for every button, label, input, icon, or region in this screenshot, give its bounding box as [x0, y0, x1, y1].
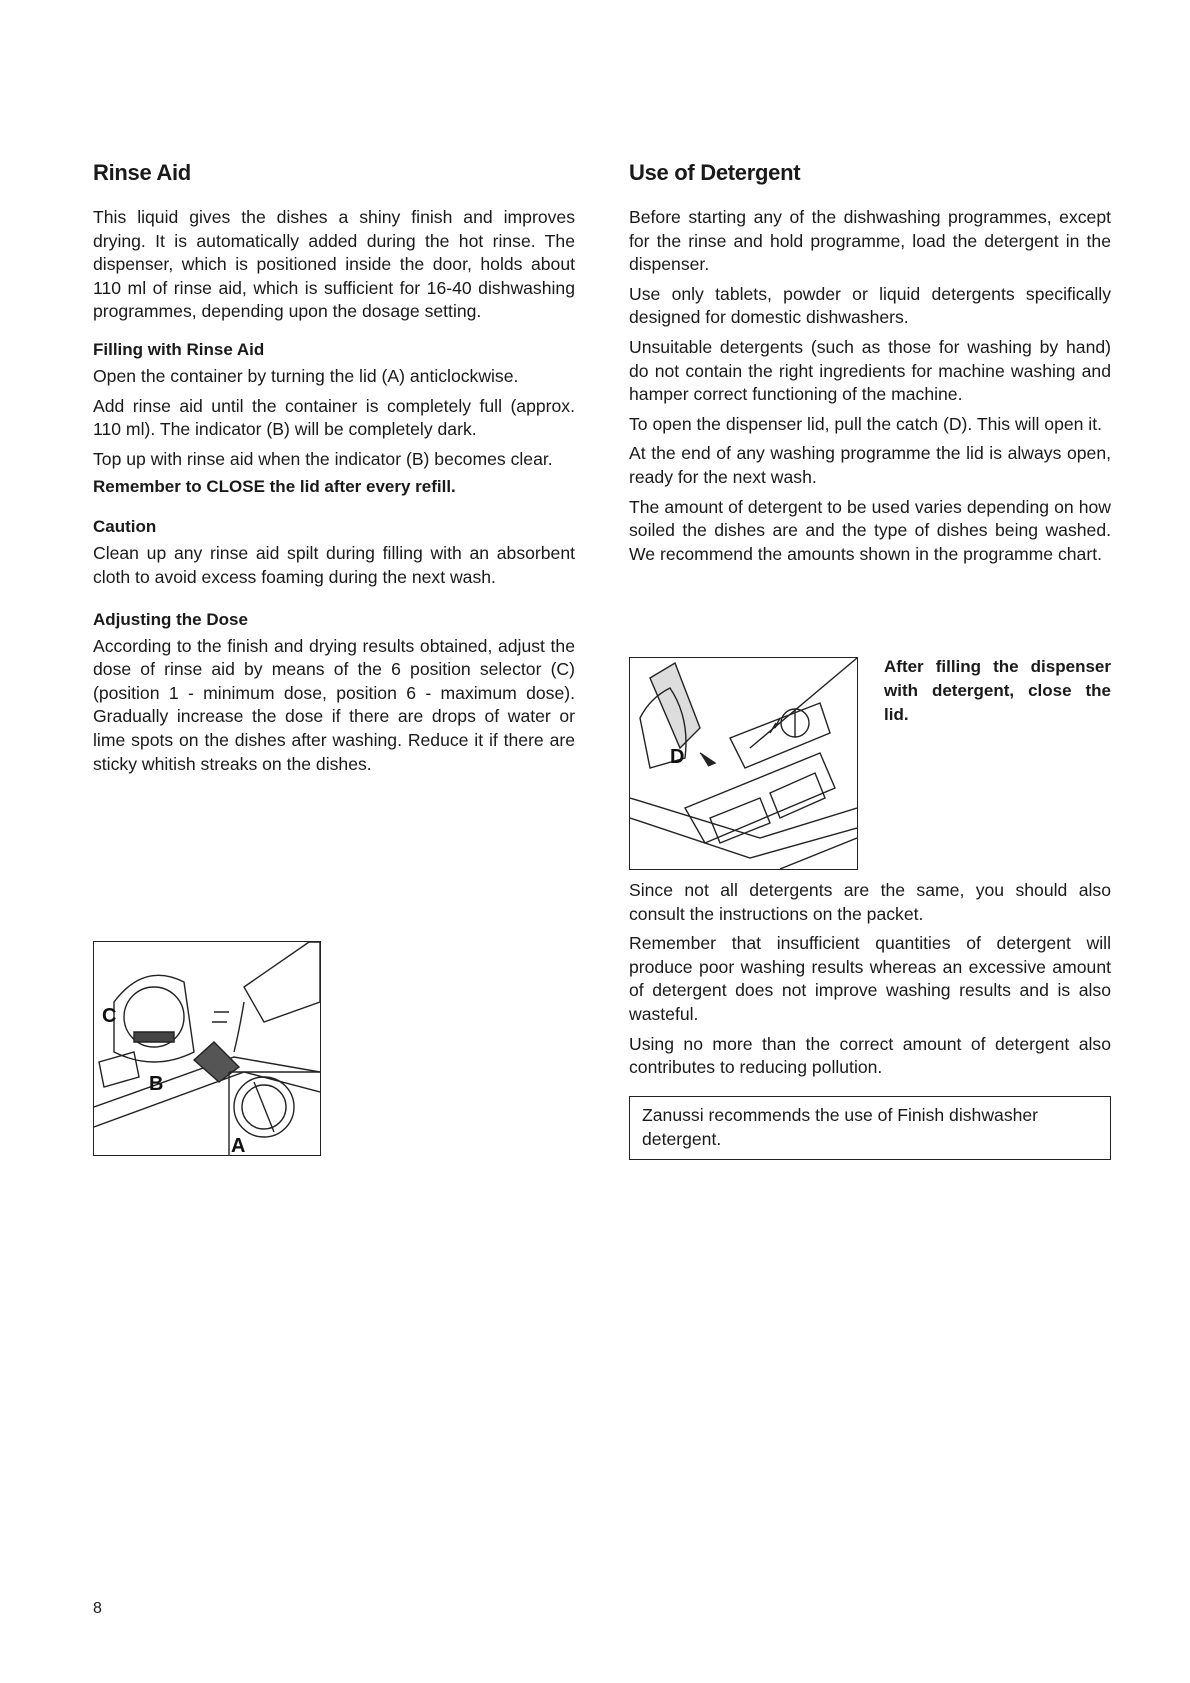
rinse-aid-section — [93, 152, 575, 782]
filling-paragraph-2: Add rinse aid until the container is completely full (approx. 110 ml). The indicator (B) will be completely dark. — [93, 395, 575, 440]
label-b: B — [149, 1073, 164, 1095]
rinse-aid-title: Rinse Aid — [93, 160, 191, 185]
rinse-aid-dispenser-illustration — [93, 941, 321, 1156]
page-number: 8 — [93, 1600, 102, 1617]
detergent-lower-text — [629, 879, 1111, 1086]
label-d: D — [670, 746, 685, 768]
filling-paragraph-1: Open the container by turning the lid (A) anticlockwise. — [93, 365, 519, 386]
rinse-aid-intro: This liquid gives the dishes a shiny finish and improves drying. It is automatically added during the hot rinse. The dispenser, which is positioned inside the door, holds about 110 ml of rinse aid, which is sufficient for 16-40 dishwashing programmes, depending upon the dosage setting. — [93, 207, 575, 322]
rinse-aid-drawing — [94, 942, 320, 1155]
label-a: A — [231, 1135, 246, 1155]
detergent-paragraph-4: To open the dispenser lid, pull the catch (D). This will open it. — [629, 413, 1102, 434]
detergent-paragraph-5: At the end of any washing programme the lid is always open, ready for the next wash. — [629, 443, 1111, 487]
detergent-recommendation-box: Zanussi recommends the use of Finish dishwasher detergent. — [629, 1096, 1111, 1160]
detergent-paragraph-9: Using no more than the correct amount of detergent also contributes to reducing pollution. — [629, 1033, 1111, 1078]
adjusting-dose-heading: Adjusting the Dose — [93, 609, 248, 629]
detergent-paragraph-2: Use only tablets, powder or liquid detergents specifically designed for domestic dishwashers. — [629, 283, 1111, 328]
detergent-figure-caption: After filling the dispenser with detergent, close the lid. — [884, 657, 1111, 724]
detergent-title: Use of Detergent — [629, 160, 801, 185]
detergent-paragraph-7: Since not all detergents are the same, you should also consult the instructions on the packet. — [629, 880, 1111, 924]
adjusting-dose-text: According to the finish and drying results obtained, adjust the dose of rinse aid by means of the 6 position selector (C) (position 1 - minimum dose, position 6 - maximum dose). Gradually increase the dose if there are drops of water or lime spots on the dishes after washing. Reduce it if there are sticky whitish streaks on the dishes. — [93, 635, 575, 774]
close-lid-reminder: Remember to CLOSE the lid after every refill. — [93, 477, 456, 497]
filling-heading: Filling with Rinse Aid — [93, 339, 265, 359]
filling-paragraph-3: Top up with rinse aid when the indicator (B) becomes clear. — [93, 448, 553, 469]
caution-heading: Caution — [93, 517, 157, 537]
detergent-paragraph-8: Remember that insufficient quantities of detergent will produce poor washing results whereas an excessive amount of detergent does not improve washing results and is also wasteful. — [629, 933, 1111, 1024]
detergent-drawing — [630, 658, 857, 869]
detergent-paragraph-3: Unsuitable detergents (such as those for washing by hand) do not contain the right ingredients for machine washing and hamper correct functioning of the machine. — [629, 336, 1111, 405]
detergent-paragraph-1: Before starting any of the dishwashing programmes, except for the rinse and hold programme, load the detergent in the dispenser. — [629, 207, 1111, 275]
detergent-paragraph-6: The amount of detergent to be used varies depending on how soiled the dishes are and the type of dishes being washed. We recommend the amounts shown in the programme chart. — [629, 496, 1111, 564]
caution-text: Clean up any rinse aid spilt during filling with an absorbent cloth to avoid excess foaming during the next wash. — [93, 543, 575, 587]
label-c: C — [102, 1005, 117, 1027]
detergent-dispenser-illustration — [629, 657, 858, 870]
